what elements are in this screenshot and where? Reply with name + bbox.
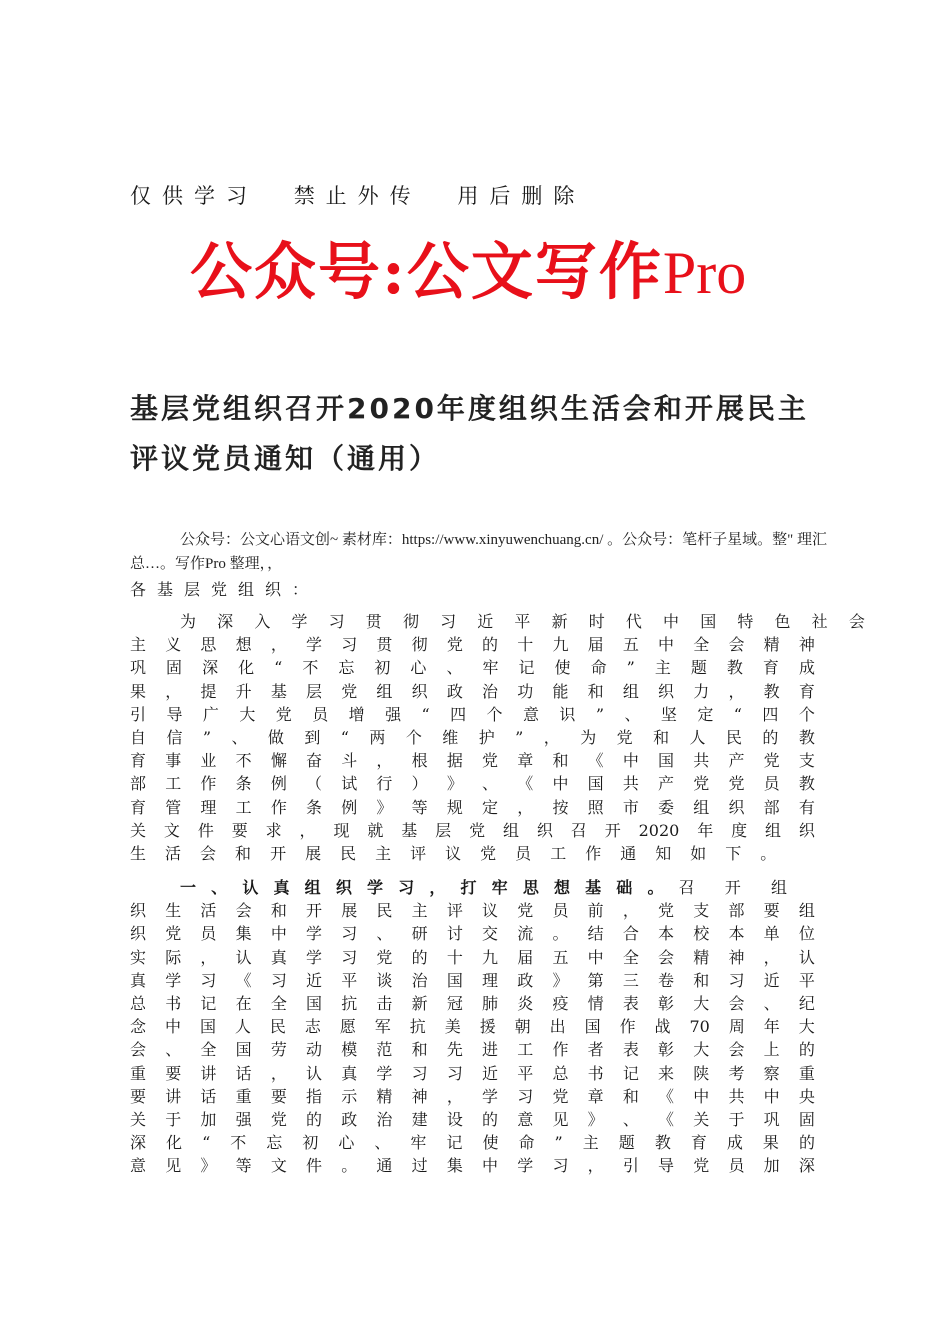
paragraph-line: 自 信 ” 、 做 到 “ 两 个 维 护 ” ， 为 党 和 人 民 的 教 (130, 727, 815, 747)
paragraph-line: 织 生 活 会 和 开 展 民 主 评 议 党 员 前 ， 党 支 部 要 组 (130, 901, 815, 921)
paragraph-line: 关 文 件 要 求 ， 现 就 基 层 党 组 织 召 开 2020 年 度 组 织 (130, 820, 815, 840)
source-line: 公众号：公文心语文创~ 素材库：https://www.xinyuwenchuang.cn/ 。公众号：笔杆子星域。整" 理汇总…。写作Pro 整理，， (130, 532, 827, 572)
paragraph-line: 巩 固 深 化 “ 不 忘 初 心 、 牢 记 使 命 ” 主 题 教 育 成 (130, 658, 815, 678)
document-title: 基层党组织召开2020年度组织生活会和开展民主评议党员通知（通用） (130, 392, 809, 475)
paragraph-line: 关 于 加 强 党 的 政 治 建 设 的 意 见 》 、 《 关 于 巩 固 (130, 1109, 815, 1129)
salutation: 各基层党组织： (130, 580, 320, 599)
paragraph-line: 会 、 全 国 劳 动 模 范 和 先 进 工 作 者 表 彰 大 会 上 的 (130, 1040, 815, 1060)
paragraph-line: 生 活 会 和 开 展 民 主 评 议 党 员 工 作 通 知 如 下 。 (130, 843, 777, 863)
paragraph-line: 部 工 作 条 例 （ 试 行 ） 》 、 《 中 国 共 产 党 党 员 教 (130, 774, 815, 794)
paragraph-line: 育 管 理 工 作 条 例 》 等 规 定 ， 按 照 市 委 组 织 部 有 (130, 797, 815, 817)
paragraph-line: 为 深 入 学 习 贯 彻 习 近 平 新 时 代 中 国 特 色 社 会 (180, 612, 865, 631)
paragraph-line: 果 ， 提 升 基 层 党 组 织 政 治 功 能 和 组 织 力 ， 教 育 (130, 681, 815, 701)
paragraph-line: 实 际 ， 认 真 学 习 党 的 十 九 届 五 中 全 会 精 神 ， 认 (130, 947, 815, 967)
usage-notice (130, 180, 603, 210)
paragraph-line: 主 义 思 想 ， 学 习 贯 彻 党 的 十 九 届 五 中 全 会 精 神 (130, 635, 815, 655)
paragraph-line: 意 见 》 等 文 件 。 通 过 集 中 学 习 ， 引 导 党 员 加 深 (130, 1156, 815, 1176)
paragraph-2 (130, 876, 815, 1177)
notice-item: 禁止外传 (293, 184, 422, 208)
paragraph-line: 育 事 业 不 懈 奋 斗 ， 根 据 党 章 和 《 中 国 共 产 党 支 (130, 751, 815, 771)
paragraph-line: 念 中 国 人 民 志 愿 军 抗 美 援 朝 出 国 作 战 70 周 年 大 (130, 1017, 815, 1037)
paragraph-line: 总 书 记 在 全 国 抗 击 新 冠 肺 炎 疫 情 表 彰 大 会 、 纪 (130, 993, 815, 1013)
paragraph-line: 织 党 员 集 中 学 习 、 研 讨 交 流 。 结 合 本 校 本 单 位 (130, 924, 815, 944)
heading-tail: 召开组 (678, 878, 815, 897)
paragraph-1 (130, 610, 865, 865)
paragraph-line: 真 学 习 《 习 近 平 谈 治 国 理 政 》 第 三 卷 和 习 近 平 (130, 970, 815, 990)
paragraph-line: 重 要 讲 话 ， 认 真 学 习 习 近 平 总 书 记 来 陕 考 察 重 (130, 1063, 815, 1083)
paragraph-line: 深 化 “ 不 忘 初 心 、 牢 记 使 命 ” 主 题 教 育 成 果 的 (130, 1133, 815, 1153)
paragraph-line: 引 导 广 大 党 员 增 强 “ 四 个 意 识 ” 、 坚 定 “ 四 个 (130, 704, 815, 724)
brand-suffix: Pro (662, 240, 747, 306)
paragraph-line: 要 讲 话 重 要 指 示 精 神 ， 学 习 党 章 和 《 中 共 中 央 (130, 1086, 815, 1106)
brand-main: 公众号:公文写作 (190, 235, 663, 308)
brand-watermark (190, 222, 746, 311)
section-heading: 一、认真组织学习，打牢思想基础。 (180, 878, 679, 897)
notice-item: 用后删除 (457, 184, 586, 208)
notice-item: 仅供学习 (130, 184, 258, 208)
paragraph-line (130, 876, 815, 899)
